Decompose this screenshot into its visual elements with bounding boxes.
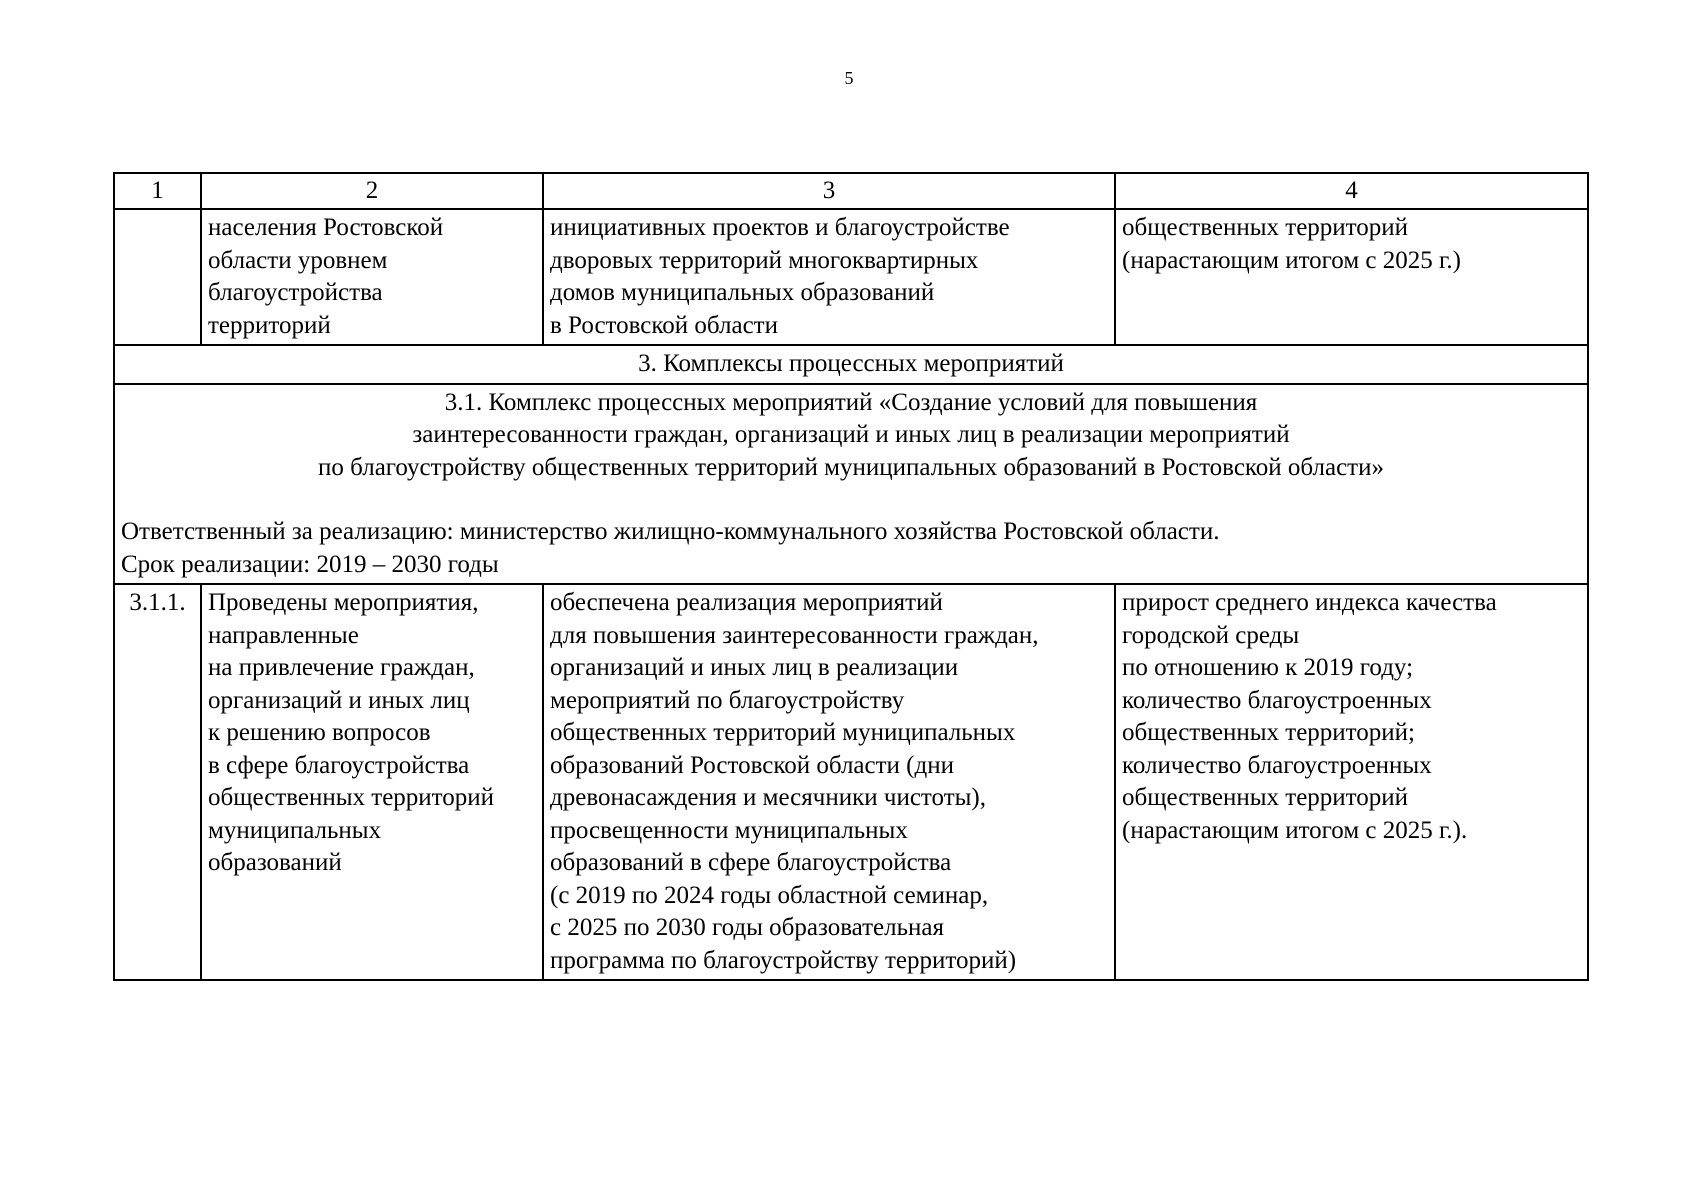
header-row — [114, 173, 1588, 209]
text-line: (нарастающим итогом с 2025 г.) — [1122, 246, 1462, 274]
text-line: для повышения заинтересованности граждан, — [550, 621, 1039, 649]
section-title: 3. Комплексы процессных мероприятий — [114, 345, 1588, 384]
text-line: древонасаждения и месячники чистоты), — [550, 784, 986, 811]
text-line: образований Ростовской области (дни — [550, 751, 954, 779]
text-line: на привлечение граждан, — [208, 654, 475, 681]
text-line: образований — [208, 849, 342, 876]
text-line: прирост среднего индекса качества — [1122, 589, 1497, 616]
measures-table — [113, 172, 1589, 981]
text-line: направленные — [208, 621, 359, 649]
text-line: домов муниципальных образований — [550, 279, 935, 306]
continuation-row — [114, 209, 1588, 345]
text-line: дворовых территорий многоквартирных — [550, 246, 979, 274]
header-cell-2: 2 — [201, 173, 543, 209]
text-line: мероприятий по благоустройству — [550, 686, 905, 714]
text-line: общественных территорий муниципальных — [550, 719, 1016, 746]
text-line: обеспечена реализация мероприятий — [550, 589, 943, 616]
page-number: 5 — [844, 68, 854, 88]
text-line: просвещенности муниципальных — [550, 816, 908, 844]
spacer — [121, 484, 1581, 516]
text-line: муниципальных — [208, 816, 382, 844]
text-line: к решению вопросов — [208, 719, 431, 746]
text-line: городской среды — [1122, 621, 1300, 649]
measure-number: 3.1.1. — [114, 584, 201, 980]
header-cell-3: 3 — [543, 173, 1115, 209]
section-row — [114, 345, 1588, 384]
subsection-row — [114, 384, 1588, 585]
text-line: по отношению к 2019 году; — [1122, 654, 1414, 681]
text-line: программа по благоустройству территорий) — [550, 946, 1017, 974]
period-text: Срок реализации: 2019 – 2030 годы — [121, 550, 499, 578]
text-line: организаций и иных лиц — [208, 686, 470, 714]
text-line: общественных территорий; — [1122, 719, 1415, 746]
subsection-title — [121, 387, 1581, 485]
text-line: территорий — [208, 311, 331, 339]
text-line: количество благоустроенных — [1122, 686, 1432, 714]
text-line: количество благоустроенных — [1122, 751, 1432, 779]
text-line: области уровнем — [208, 246, 388, 274]
text-line: Проведены мероприятия, — [208, 589, 479, 616]
header-cell-1: 1 — [114, 173, 201, 209]
text-line: организаций и иных лиц в реализации — [550, 654, 959, 681]
text-line: общественных территорий — [1122, 214, 1409, 241]
measure-row-3-1-1 — [114, 584, 1588, 980]
text-line: (с 2019 по 2024 годы областной семинар, — [550, 881, 989, 909]
measure-indicator-cell — [1115, 584, 1588, 980]
subsection-cell — [114, 384, 1588, 585]
continuation-num-cell — [114, 209, 201, 345]
text-line: инициативных проектов и благоустройстве — [550, 214, 1010, 241]
text-line: благоустройства — [208, 279, 383, 306]
responsible-text: Ответственный за реализацию: министерство жилищно-коммунального хозяйства Ростовской области. — [121, 518, 1220, 545]
subsection-title-line: заинтересованности граждан, организаций и иных лиц в реализации мероприятий — [412, 421, 1290, 448]
subsection-title-line: по благоустройству общественных территорий муниципальных образований в Ростовской области» — [318, 453, 1384, 481]
measure-description-cell — [543, 584, 1115, 980]
text-line: в Ростовской области — [550, 311, 778, 339]
text-line: в сфере благоустройства — [208, 751, 470, 779]
text-line: с 2025 по 2030 годы образовательная — [550, 914, 944, 941]
text-line: населения Ростовской — [208, 214, 444, 241]
text-line: образований в сфере благоустройства — [550, 849, 952, 876]
continuation-goal-cell — [201, 209, 543, 345]
header-cell-4: 4 — [1115, 173, 1588, 209]
continuation-description-cell — [543, 209, 1115, 345]
measure-task-cell — [201, 584, 543, 980]
subsection-title-line: 3.1. Комплекс процессных мероприятий «Создание условий для повышения — [444, 388, 1258, 416]
text-line: общественных территорий — [1122, 784, 1409, 811]
text-line: общественных территорий — [208, 784, 495, 811]
continuation-indicator-cell — [1115, 209, 1588, 345]
text-line: (нарастающим итогом с 2025 г.). — [1122, 816, 1468, 844]
